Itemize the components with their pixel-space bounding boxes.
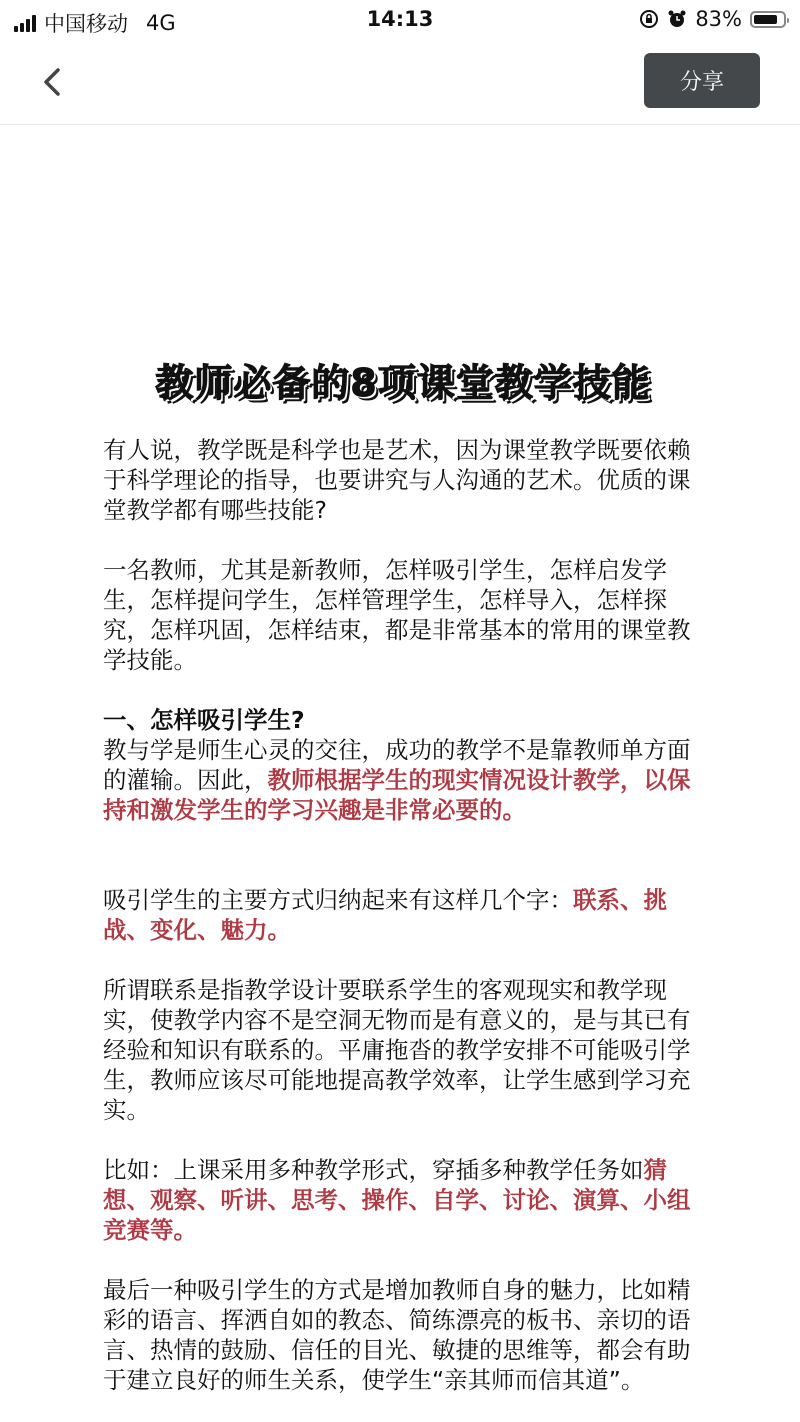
status-bar [0,0,800,40]
network-type: 4G [146,11,176,35]
paragraph-connection: 所谓联系是指教学设计要联系学生的客观现实和教学现实，使教学内容不是空洞无物而是有意义的，是与其已有经验和知识有联系的。平庸拖沓的教学安排不可能吸引学生，教师应该尽可能地提高教学效率，让学生感到学习充实。 [103,976,691,1124]
paragraph-text: 比如：上课采用多种教学形式，穿插多种教学任务如 [103,1156,644,1184]
nav-bar [0,40,800,125]
paragraph-skills: 一名教师，尤其是新教师，怎样吸引学生，怎样启发学生，怎样提问学生，怎样管理学生，怎样导入，怎样探究，怎样巩固，怎样结束，都是非常基本的常用的课堂教学技能。 [103,556,691,674]
battery-percent: 83% [695,7,742,31]
status-right [639,7,786,31]
section-heading: 一、怎样吸引学生? [103,706,305,734]
highlight-text: 猜想、观察、听讲、思考、操作、自学、讨论、演算、小组竞赛等。 [103,1156,691,1244]
carrier-name: 中国移动 [44,12,128,36]
back-button[interactable] [36,62,72,102]
paragraph-text: 吸引学生的主要方式归纳起来有这样几个字： [103,886,573,914]
share-button[interactable]: 分享 [644,53,760,108]
highlight-text: 联系、挑战、变化、魅力。 [103,886,667,944]
chevron-left-icon [36,62,72,102]
rotation-lock-icon [639,9,659,29]
alarm-icon [667,9,687,29]
article-title: 教师必备的8项课堂教学技能 [155,361,651,405]
highlight-text: 教师根据学生的现实情况设计教学，以保持和激发学生的学习兴趣是非常必要的。 [103,766,691,824]
battery-icon [750,11,786,28]
article-body [103,352,703,1395]
clock: 14:13 [366,7,434,31]
paragraph-text: 教与学是师生心灵的交往，成功的教学不是靠教师单方面的灌输。因此， [103,736,691,794]
paragraph-attract [103,735,703,825]
intro-paragraph: 有人说，教学既是科学也是艺术，因为课堂教学既要依赖于科学理论的指导，也要讲究与人沟通的艺术。优质的课堂教学都有哪些技能? [103,436,691,524]
paragraph-example [103,1155,703,1245]
paragraph-charm: 最后一种吸引学生的方式是增加教师自身的魅力，比如精彩的语言、挥洒自如的教态、简练漂亮的板书、亲切的语言、热情的鼓励、信任的目光、敏捷的思维等，都会有助于建立良好的师生关系，使学生“亲其师而信其道”。 [103,1276,691,1394]
paragraph-methods [103,885,703,945]
